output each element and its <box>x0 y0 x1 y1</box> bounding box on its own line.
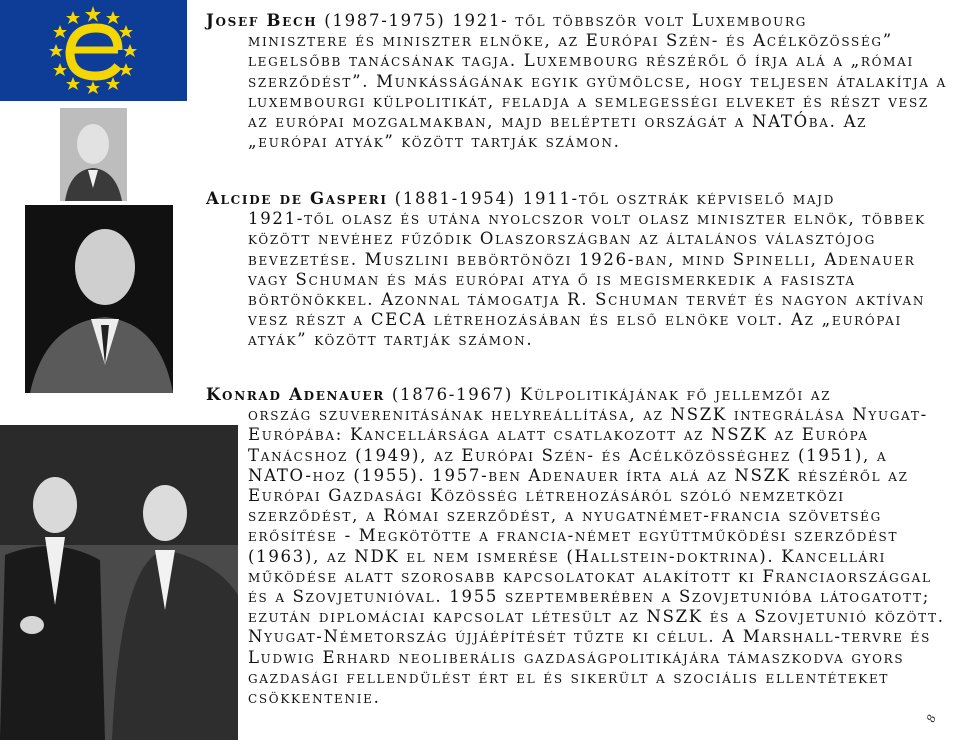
section-alcide-de-gasperi <box>206 189 951 351</box>
section-josef-bech <box>206 11 951 152</box>
portrait-alcide-de-gasperi <box>25 205 173 393</box>
council-of-europe-emblem-icon <box>0 0 187 101</box>
page-number: 8 <box>924 712 939 725</box>
section-body: minisztere és miniszter elnöke, az Európai Szén- és Acélközösség” legelsőbb tanácsának tagja. Luxembourg részéről ő írja alá a „római szerződést”. Munkásságának egyik gyümölcse, hogy teljesen átalakítja a luxembourgi külpolitikát, feladja a semlegességi elveket és részt vesz az európai mozgalmakban, majd belépteti országát a NATÓba. Az „európai atyák” között tartják számon. <box>248 31 948 152</box>
name-josef-bech: Josef Bech <box>206 11 318 30</box>
section-body: ország szuverenitásának helyreállítása, az NSZK integrálása Nyugat-Európába: Kancellársága alatt csatlakozott az NSZK az Európa Tanácshoz (1949), az Európai Szén- és Acélközösséghez (1951), a NATO-hoz (1955). 1957-ben Adenauer írta alá az NSZK részéről az Európai Gazdasági Közösség létrehozásáról szóló nemzetközi szerződést, a Római szerződést, a nyugatnémet-francia szövetség erősítése - Megkötötte a francia-német együttműködési szerződést (1963), az NDK el nem ismerése (Hallstein-doktrina). Kancellári működése alatt szorosabb kapcsolatokat alakított ki Franciaországgal és a Szovjetunióval. 1955 szeptemberében a Szovjetunióba látogatott; ezután diplomáciai kapcsolat létesült az NSZK és a Szovjetunió között. Nyugat-Németország újjáépítését tűzte ki célul. A Marshall-tervre és Ludwig Erhard neoliberális gazdaságpolitikájára támaszkodva gyors gazdasági fellendülést ért el és sikerült a szociális ellentéteket csökkentenie. <box>248 405 945 708</box>
name-alcide-de-gasperi: Alcide de Gasperi <box>206 189 388 208</box>
council-of-europe-logo <box>0 0 187 101</box>
photo-adenauer-and-schuman <box>0 425 238 740</box>
section-first-line: (1987-1975) 1921- től többször volt Luxembourg <box>317 11 807 30</box>
section-konrad-adenauer <box>206 385 951 708</box>
section-first-line: (1876-1967) Külpolitikájának fő jellemzői az <box>384 385 832 404</box>
section-body: 1921-től olasz és utána nyolcszor volt olasz miniszter elnök, többek között nevéhez fűződik Olaszországban az általános választójog bevezetése. Muszlini bebörtönözi 1926-ban, mind Spinelli, Adenauer vagy Schuman és más európai atya ő is megismerkedik a fasiszta börtönökkel. Azonnal támogatja R. Schuman tervét és nagyon aktívan vesz részt a CECA létrehozásában és első elnöke volt. Az „európai atyák” között tartják számon. <box>248 209 926 350</box>
portrait-josef-bech <box>60 108 127 201</box>
section-first-line: (1881-1954) 1911-től osztrák képviselő majd <box>387 189 836 208</box>
name-konrad-adenauer: Konrad Adenauer <box>206 385 385 404</box>
